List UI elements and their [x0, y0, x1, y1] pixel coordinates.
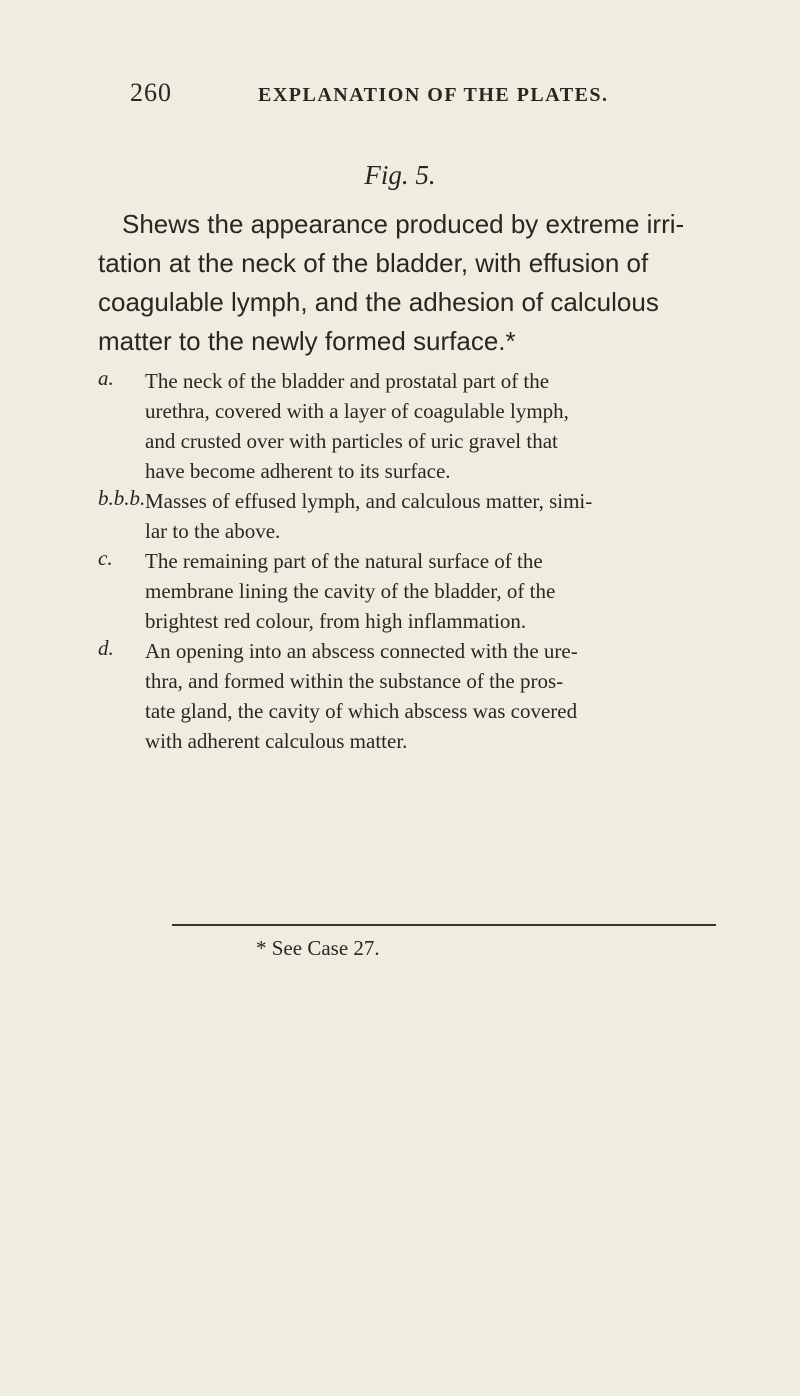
legend-line: The neck of the bladder and prostatal part of the — [145, 369, 550, 393]
legend-line: have become adherent to its surface. — [145, 459, 451, 483]
legend-item-d — [98, 636, 698, 756]
legend-line: tate gland, the cavity of which abscess was covered — [145, 699, 578, 723]
page-number: 260 — [130, 78, 172, 107]
legend-item-c — [98, 546, 698, 636]
legend-text — [145, 636, 698, 756]
legend-item-a — [98, 366, 698, 486]
legend-letter: a. — [98, 366, 114, 390]
footnote-marker: * — [256, 936, 267, 960]
legend-text — [145, 366, 698, 486]
legend-line: The remaining part of the natural surface of the — [145, 549, 543, 573]
description-line: coagulable lymph, and the adhesion of calculous — [98, 287, 659, 317]
legend-line: and crusted over with particles of uric gravel that — [145, 429, 558, 453]
legend-line: lar to the above. — [145, 519, 281, 543]
legend-letter: b.b.b. — [98, 486, 146, 510]
legend-line: membrane lining the cavity of the bladder, of the — [145, 579, 556, 603]
figure-legend — [98, 366, 698, 756]
footnote — [256, 936, 380, 961]
legend-item-b — [98, 486, 698, 546]
footnote-text: See Case 27. — [271, 936, 380, 960]
page-header — [118, 78, 678, 112]
description-line: tation at the neck of the bladder, with effusion of — [98, 248, 649, 278]
legend-text — [145, 486, 698, 546]
description-line: matter to the newly formed surface.* — [98, 326, 516, 356]
legend-line: brightest red colour, from high inflammation. — [145, 609, 527, 633]
legend-line: thra, and formed within the substance of the pros- — [145, 669, 564, 693]
legend-text — [145, 546, 698, 636]
figure-title: Fig. 5. — [364, 160, 436, 190]
figure-description — [98, 205, 698, 361]
description-line: Shews the appearance produced by extreme irri- — [122, 209, 685, 239]
legend-letter: c. — [98, 546, 113, 570]
running-head: EXPLANATION OF THE PLATES. — [258, 84, 609, 106]
legend-line: Masses of effused lymph, and calculous matter, simi- — [145, 489, 593, 513]
legend-line: with adherent calculous matter. — [145, 729, 408, 753]
footnote-rule — [172, 924, 716, 926]
legend-letter: d. — [98, 636, 114, 660]
legend-line: urethra, covered with a layer of coagulable lymph, — [145, 399, 569, 423]
legend-line: An opening into an abscess connected with the ure- — [145, 639, 578, 663]
